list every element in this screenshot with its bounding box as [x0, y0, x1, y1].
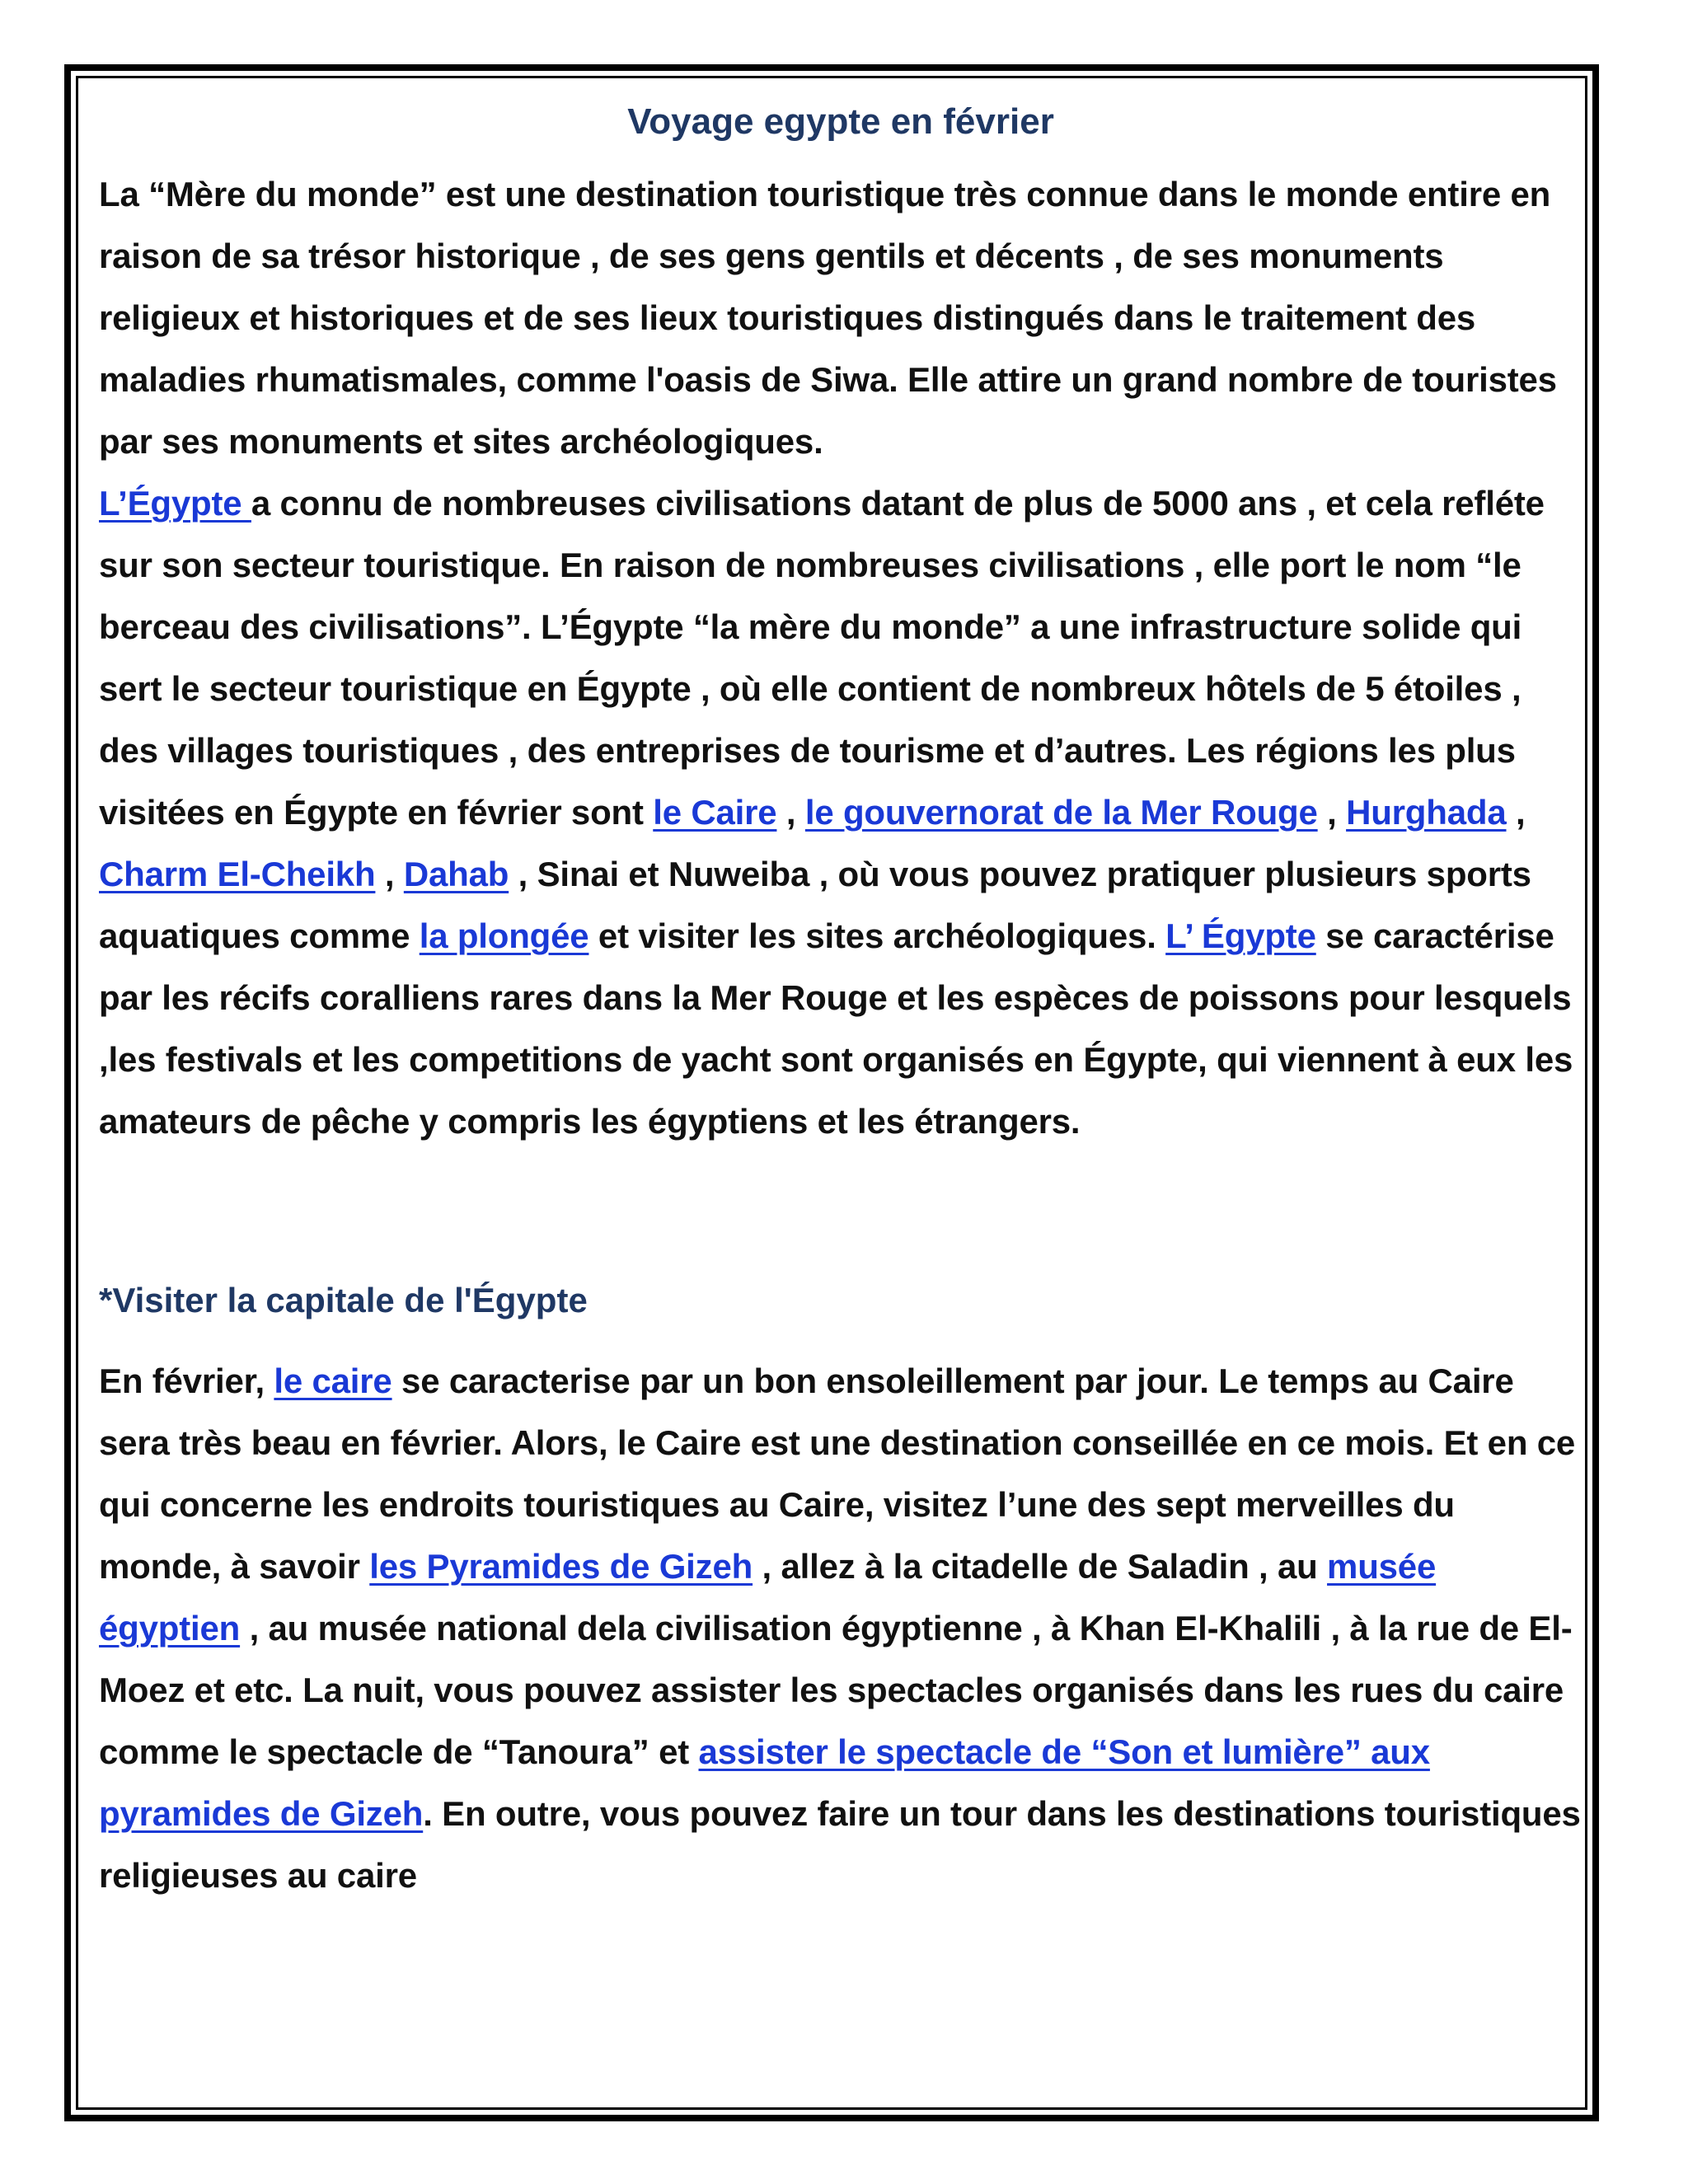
separator: , [776, 793, 805, 832]
link-dahab[interactable]: Dahab [403, 855, 509, 893]
capitale-text-4: , au musée national dela civilisation égyptienne , à Khan El-Khalili , à la rue de El-Moez et etc. La nuit, vous pouvez assister les spectacles organisés dans les rues du caire comme le spectacle de “Tanoura” et [99, 1609, 1573, 1771]
link-charm-el-cheikh[interactable]: Charm El-Cheikh [99, 855, 376, 893]
intro-text-4: et visiter les sites archéologiques. [588, 916, 1166, 955]
document-body [99, 97, 1582, 1906]
capitale-text-3: , allez à la citadelle de Saladin , au [753, 1547, 1328, 1586]
separator: , [375, 855, 404, 893]
link-mer-rouge[interactable]: le gouvernorat de la Mer Rouge [804, 793, 1318, 832]
link-musee-egyptien[interactable]: musée égyptien [99, 1547, 1437, 1647]
capitale-text-1: En février, [99, 1361, 274, 1400]
separator: , [1317, 793, 1347, 832]
intro-paragraph [99, 163, 1582, 1152]
link-le-caire-2[interactable]: le caire [274, 1361, 392, 1400]
section-heading-capitale: *Visiter la capitale de l'Égypte [99, 1281, 588, 1319]
link-plongee[interactable]: la plongée [419, 916, 589, 955]
link-egypte[interactable]: L’Égypte [99, 484, 251, 523]
intro-text-1: La “Mère du monde” est une destination touristique très connue dans le monde entire en raison de sa trésor historique , de ses gens gentils et décents , de ses monuments religieux et historiques et de ses lieux touristiques distingués dans le traitement des maladies rhumatismales, comme l'oasis de Siwa. Elle attire un grand nombre de touristes par ses monuments et sites archéologiques. [99, 175, 1557, 461]
capitale-text-2: se caracterise par un bon ensoleillement par jour. Le temps au Caire sera très beau en février. Alors, le Caire est une destination conseillée en ce mois. Et en ce qui concerne les endroits touristiques au Caire, visitez l’une des sept merveilles du monde, à savoir [99, 1361, 1576, 1586]
capitale-paragraph [99, 1350, 1582, 1906]
capitale-text-5: . En outre, vous pouvez faire un tour dans les destinations touristiques religieuses au caire [99, 1794, 1581, 1895]
link-le-caire[interactable]: le Caire [653, 793, 777, 832]
link-son-et-lumiere[interactable]: assister le spectacle de “Son et lumière” aux pyramides de Gizeh [99, 1732, 1430, 1833]
link-pyramides-gizeh[interactable]: les Pyramides de Gizeh [369, 1547, 753, 1586]
intro-text-2: a connu de nombreuses civilisations datant de plus de 5000 ans , et cela refléte sur son secteur touristique. En raison de nombreuses civilisations , elle port le nom “le berceau des civilisations”. L’Égypte “la mère du monde” a une infrastructure solide qui sert le secteur touristique en Égypte , où elle contient de nombreux hôtels de 5 étoiles , des villages touristiques , des entreprises de tourisme et d’autres. Les régions les plus visitées en Égypte en février sont [99, 484, 1545, 832]
link-egypte-2[interactable]: L’ Égypte [1165, 916, 1316, 955]
link-hurghada[interactable]: Hurghada [1346, 793, 1507, 832]
separator: , [1506, 793, 1526, 832]
intro-text-3: , Sinai et Nuweiba , où vous pouvez pratiquer plusieurs sports aquatiques comme [99, 855, 1531, 955]
page-title: Voyage egypte en février [627, 101, 1054, 142]
intro-text-5: se caractérise par les récifs coralliens rares dans la Mer Rouge et les espèces de poissons pour lesquels ,les festivals et les competitions de yacht sont organisés en Égypte, qui viennent à eux les amateurs de pêche y compris les égyptiens et les étrangers. [99, 916, 1573, 1141]
